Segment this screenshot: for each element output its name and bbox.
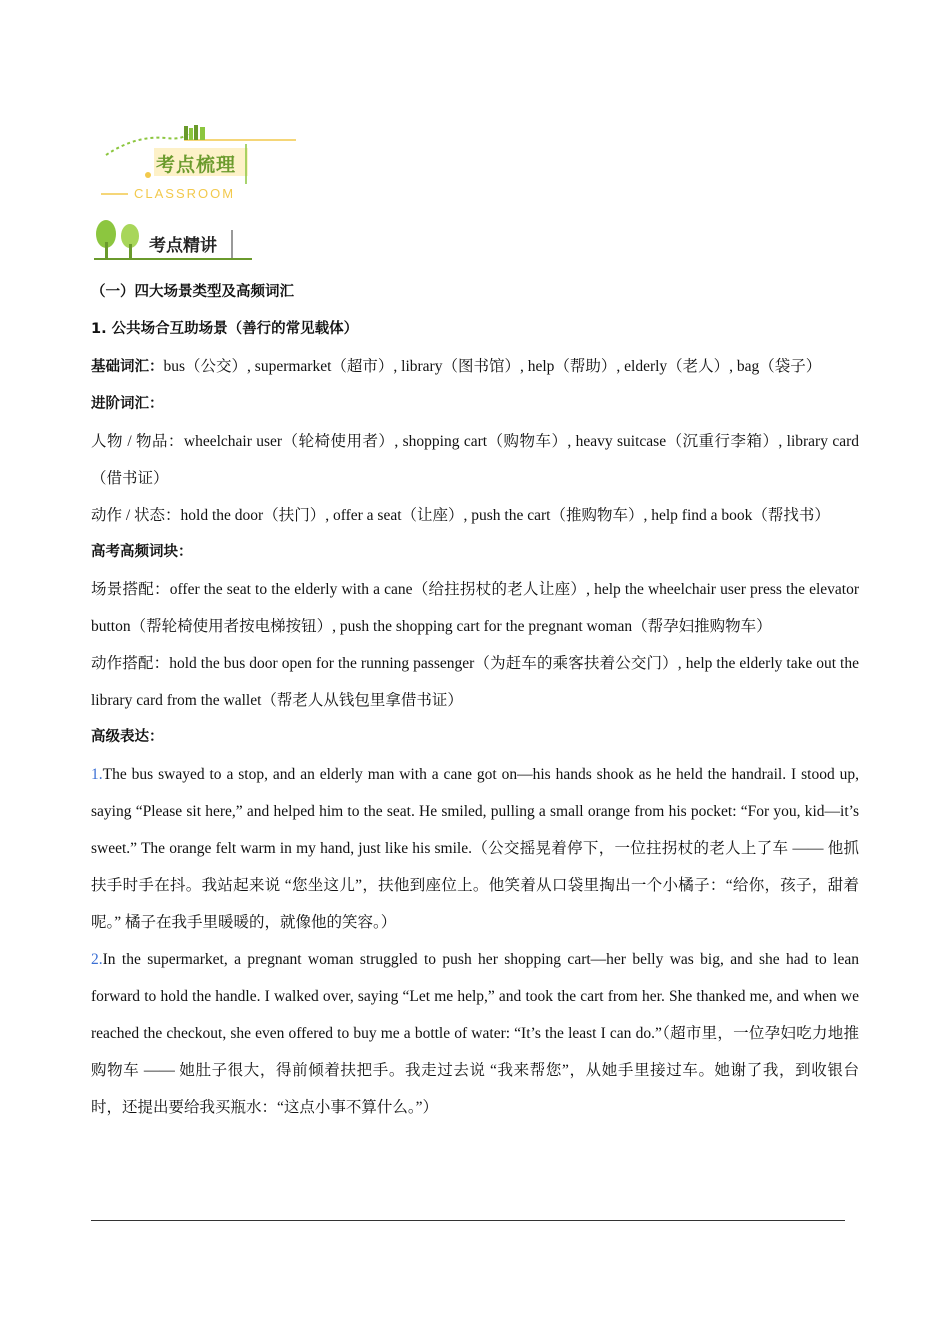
advanced-expressions-label: 高级表达： [91,729,164,745]
basic-vocab [91,348,859,386]
advanced-vocab-label: 进阶词汇： [91,396,164,412]
basic-vocab-text: bus（公交）, supermarket（超市）, library（图书馆）, help（帮助）, elderly（老人）, bag（袋子） [163,358,822,375]
expression-item [91,756,859,941]
classroom-banner [96,120,306,210]
expression-number: 2. [91,951,103,968]
gaokao-chunks-scene: 场景搭配：offer the seat to the elderly with a cane（给拄拐杖的老人让座）, help the wheelchair user press the elevator button（帮轮椅使用者按电梯按钮）, push the shopping cart for the pregnant woman（帮孕妇推购物车） [91,581,859,635]
heading-public-help: 1. 公共场合互助场景（善行的常见载体） [91,321,359,337]
expression-text: The bus swayed to a stop, and an elderly man with a cane got on—his hands shook as he held the handrail. I stood up, saying “Please sit here,” and helped him to the seat. He smiled, pulling a small orange from his pocket: “For you, kid—it’s sweet.” The orange felt warm in my hand, just like his smile.（公交摇晃着停下，一位拄拐杖的老人上了车 —— 他抓扶手时手在抖。我站起来说 “您坐这儿”，扶他到座位上。他笑着从口袋里掏出一个小橘子：“给你，孩子，甜着呢。” 橘子在我手里暖暖的，就像他的笑容。） [91,766,859,931]
gaokao-chunks-label: 高考高频词块： [91,544,193,560]
section-header-title: 考点精讲 [149,236,217,256]
advanced-vocab-people: 人物 / 物品：wheelchair user（轮椅使用者）, shopping cart（购物车）, heavy suitcase（沉重行李箱）, library card（借书证） [91,433,859,487]
expression-text: In the supermarket, a pregnant woman struggled to push her shopping cart—her belly was big, and she had to lean forward to hold the handle. I walked over, saying “Let me help,” and took the cart from her. She thanked me, and when we reached the checkout, she even offered to buy me a bottle of water: “It’s the least I can do.”（超市里，一位孕妇吃力地推购物车 —— 她肚子很大，得前倾着扶把手。我走过去说 “我来帮您”，从她手里接过车。她谢了我，到收银台时，还提出要给我买瓶水：“这点小事不算什么。”） [91,951,859,1116]
divider [91,1220,845,1221]
expression-item [91,941,859,1126]
expression-number: 1. [91,766,103,783]
banner-subtitle: CLASSROOM [134,186,236,201]
gaokao-chunks-action: 动作搭配：hold the bus door open for the running passenger（为赶车的乘客扶着公交门）, help the elderly take out the library card from the wallet（帮老人从钱包里拿借书证） [91,655,859,709]
heading-scene-types: （一）四大场景类型及高频词汇 [91,284,294,300]
banner-title: 考点梳理 [156,154,237,176]
section-header [92,218,262,262]
advanced-vocab-actions: 动作 / 状态：hold the door（扶门）, offer a seat（让座）, push the cart（推购物车）, help find a book（帮找书） [91,507,830,524]
basic-vocab-label: 基础词汇： [91,359,164,375]
document-body [91,274,859,1126]
